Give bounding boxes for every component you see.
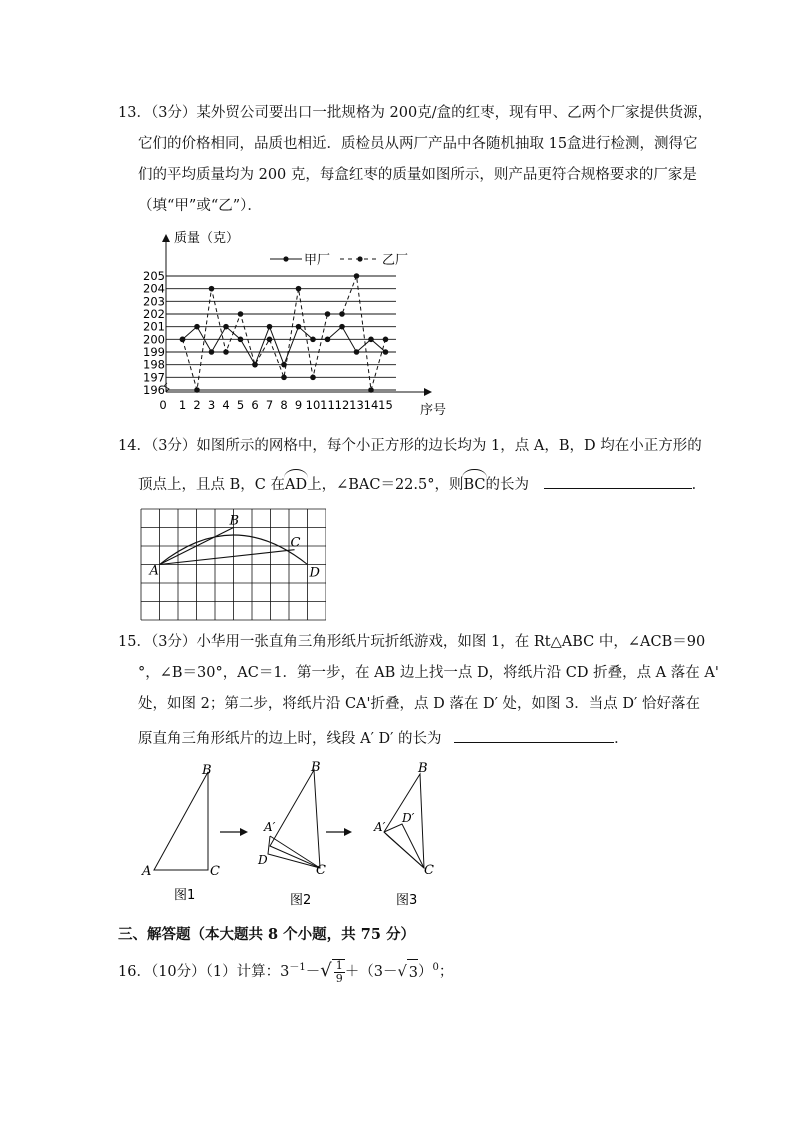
fig1-label-b: B [202, 763, 212, 778]
arrow-2-head [344, 828, 352, 836]
y-tick-199: 199 [143, 345, 165, 359]
series-1-point-14 [368, 387, 374, 393]
q14-text2c: 的长为 [485, 477, 530, 493]
x-tick-3: 3 [207, 398, 216, 412]
x-axis-arrow [424, 388, 432, 396]
series-1-point-9 [296, 286, 302, 292]
fig2-fold-line [270, 836, 320, 868]
series-1-point-3 [209, 286, 215, 292]
fig2-label-d: D [258, 853, 268, 867]
x-tick-8: 8 [280, 398, 288, 412]
x-tick-9: 9 [294, 398, 303, 412]
x-tick-1: 1 [178, 398, 187, 412]
x-tick-7: 7 [265, 398, 274, 412]
x-tick-2: 2 [193, 398, 201, 412]
q14-line2 [138, 474, 706, 495]
q16-rest: ＋（3－ [344, 964, 398, 980]
q15-answer-blank[interactable] [454, 728, 614, 743]
segment-ac [160, 550, 295, 565]
fig1-label-c: C [210, 864, 220, 879]
section-3-heading: 三、解答题（本大题共 8 个小题，共 75 分） [118, 926, 415, 943]
arc-ad: AD [284, 477, 308, 493]
series-0-line [183, 327, 386, 365]
x-axis-label: 序号 [420, 403, 447, 418]
series-0-point-4 [223, 324, 229, 330]
q16-prefix: 16．（10分）（1）计算：3 [118, 964, 290, 980]
series-1-point-10 [310, 375, 316, 381]
series-0-point-14 [368, 337, 374, 343]
series-1-point-2 [194, 387, 200, 393]
q16-denominator: 9 [335, 972, 343, 985]
fig3-label-b: B [418, 761, 428, 776]
fig1-caption: 图1 [174, 888, 196, 903]
series-1-point-5 [238, 311, 244, 317]
point-c-label: C [290, 535, 301, 551]
series-0-point-3 [209, 349, 215, 355]
x-tick-0: 0 [159, 398, 167, 412]
point-a-label: A [149, 563, 159, 579]
q16-zero-exponent: 0 [432, 962, 439, 973]
q15-folding-figures [130, 756, 450, 912]
q16-line [118, 958, 453, 987]
q14-end: ． [691, 477, 707, 493]
q16-semicolon: ； [438, 964, 454, 980]
y-tick-197: 197 [143, 370, 165, 385]
y-tick-200: 200 [143, 332, 165, 347]
series-0-point-10 [310, 337, 316, 343]
legend-yi-dot [357, 256, 362, 261]
series-1-point-1 [180, 337, 186, 343]
fig2-triangle [270, 770, 320, 868]
q15-line1: 15．（3分）小华用一张直角三角形纸片玩折纸游戏，如图 1，在 Rt△ABC 中，∠ACB＝90 [118, 634, 706, 650]
series-1-point-13 [354, 273, 360, 279]
point-d-label: D [309, 565, 320, 581]
q14-text2a: 顶点上，且点 B，C 在 [138, 477, 285, 493]
sqrt3-symbol: √ [397, 964, 407, 980]
q16-exponent: －1 [289, 962, 306, 973]
series-0-point-7 [267, 324, 273, 330]
series-1-point-12 [339, 311, 345, 317]
y-tick-202: 202 [143, 307, 165, 321]
x-tick-10: 10 [305, 398, 321, 412]
point-b-label: B [229, 513, 240, 529]
arrow-1-head [240, 828, 248, 836]
x-tick-6: 6 [251, 398, 259, 412]
q16-numerator: 1 [335, 959, 343, 972]
series-1-point-7 [267, 337, 273, 343]
series-1-point-8 [281, 375, 287, 381]
q14-text1: 14．（3分）如图所示的网格中，每个小正方形的边长均为 1，点 A，B，D 均在小正方形的 [118, 438, 702, 454]
fig2-label-aprime: A′ [264, 820, 276, 834]
q15-text4: 原直角三角形纸片的边上时，线段 A′ D′ 的长为 [138, 731, 442, 747]
y-axis-label: 质量（克） [174, 231, 240, 246]
q13-line2: 它们的价格相同，品质也相近．质检员从两厂产品中各随机抽取 15盒进行检测，测得它 [138, 136, 698, 152]
y-tick-198: 198 [143, 357, 165, 372]
q16-sqrt-fraction [332, 959, 345, 986]
series-1-point-15 [383, 337, 389, 343]
x-tick-12: 12 [334, 398, 350, 412]
legend-yi-label: 乙厂 [382, 253, 409, 268]
series-1-point-11 [325, 311, 331, 317]
x-tick-15: 15 [378, 398, 393, 412]
series-1-line [183, 276, 386, 390]
fig1-label-a: A [142, 864, 152, 879]
q15-line3: 处，如图 2；第二步，将纸片沿 CA'折叠，点 D 落在 D′ 处，如图 3．当点 D′ 恰好落在 [138, 696, 700, 712]
legend-jia-label: 甲厂 [304, 253, 331, 268]
series-0-point-9 [296, 324, 302, 330]
y-tick-204: 204 [143, 281, 165, 296]
legend-jia-dot [283, 256, 288, 261]
fig2-caption: 图2 [290, 893, 312, 908]
y-tick-201: 201 [143, 319, 165, 334]
fig3-fold-line [388, 836, 424, 868]
q15-line4 [138, 728, 629, 749]
y-tick-196: 196 [143, 383, 165, 397]
q14-answer-blank[interactable] [544, 474, 692, 489]
fig1-triangle [154, 772, 208, 870]
quality-line-chart [140, 228, 460, 428]
fig3-label-c: C [424, 863, 434, 878]
q14-grid-figure [140, 508, 326, 622]
x-tick-11: 11 [320, 398, 335, 412]
q13-line4: （填“甲”或“乙”）． [138, 198, 262, 214]
series-0-point-15 [383, 349, 389, 355]
fig3-caption: 图3 [396, 893, 418, 908]
fig3-fold [384, 824, 424, 868]
q14-line1 [118, 436, 702, 456]
series-0-point-12 [339, 324, 345, 330]
fig2-label-b: B [311, 760, 321, 775]
arc-bc: BC [463, 477, 486, 493]
series-0-point-2 [194, 324, 200, 330]
y-tick-205: 205 [143, 269, 165, 283]
q13-line1: 13．（3分）某外贸公司要出口一批规格为 200克/盒的红枣，现有甲、乙两个厂家提供货源， [118, 105, 713, 121]
fig3-label-aprime: A′ [374, 820, 386, 834]
series-1-point-4 [223, 349, 229, 355]
sqrt-symbol: √ [320, 960, 332, 981]
x-tick-4: 4 [222, 398, 230, 412]
x-tick-14: 14 [363, 398, 379, 412]
series-0-point-13 [354, 349, 360, 355]
q15-end: ． [614, 731, 629, 747]
q13-line3: 们的平均质量均为 200 克，每盒红枣的质量如图所示，则产品更符合规格要求的厂家是 [138, 167, 697, 183]
series-0-point-5 [238, 337, 244, 343]
q14-text2b: 上，∠BAC＝22.5°，则 [307, 477, 464, 493]
series-1-point-6 [252, 362, 258, 368]
q15-line2: °，∠B＝30°，AC＝1．第一步，在 AB 边上找一点 D，将纸片沿 CD 折叠，点 A 落在 A' [138, 665, 719, 681]
q16-sqrt3: 3 [407, 959, 418, 986]
series-0-point-11 [325, 337, 331, 343]
y-tick-203: 203 [143, 294, 165, 309]
fig2-label-c: C [316, 863, 326, 878]
q16-minus: － [305, 964, 321, 980]
y-axis-arrow [162, 234, 170, 242]
q16-close: ） [417, 964, 433, 980]
fig3-label-dprime: D′ [402, 811, 415, 825]
x-tick-13: 13 [349, 398, 364, 412]
x-tick-5: 5 [236, 398, 245, 412]
